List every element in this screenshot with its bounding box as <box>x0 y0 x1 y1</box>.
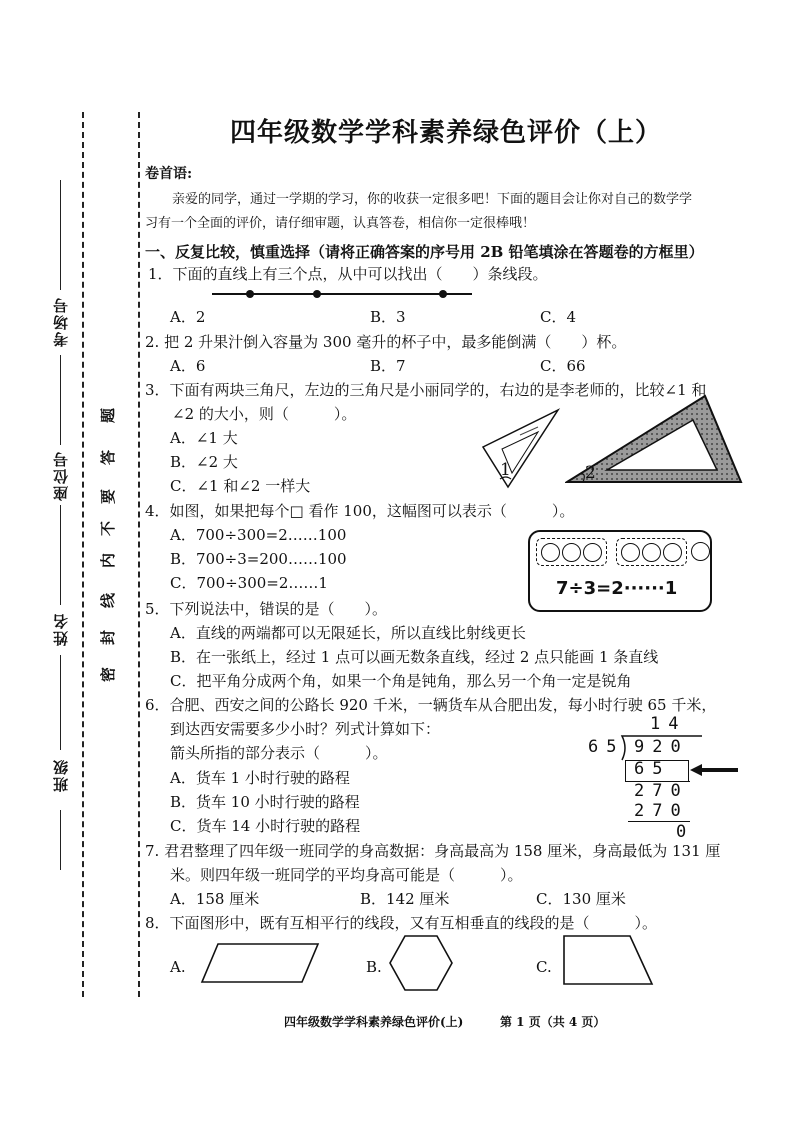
long-division-step-1: 65 <box>634 759 671 779</box>
q6-stem-line-3: 箭头所指的部分表示（ ）。 <box>170 744 388 762</box>
long-division-step-2: 270 <box>634 781 689 801</box>
set-square-small <box>478 405 563 490</box>
page-title: 四年级数学学科素养绿色评价（上） <box>230 118 663 148</box>
q8-option-a[interactable]: A. <box>170 958 186 976</box>
q8-option-b[interactable]: B. <box>366 958 382 976</box>
q8-option-c[interactable]: C. <box>536 958 552 976</box>
circle-group-2 <box>616 538 687 566</box>
q7-option-c[interactable]: C．130 厘米 <box>536 890 626 908</box>
seal-char: 答 <box>99 449 118 466</box>
seal-char: 线 <box>99 592 118 609</box>
q6-option-b[interactable]: B．货车 10 小时行驶的路程 <box>170 793 360 811</box>
class-label: 班级 <box>52 758 70 792</box>
seal-char: 题 <box>99 407 118 424</box>
circle-icon <box>621 543 640 562</box>
q3-option-c[interactable]: C．∠1 和∠2 一样大 <box>170 477 311 495</box>
circle-group-1 <box>536 538 607 566</box>
circle-icon <box>562 543 581 562</box>
seal-char: 封 <box>99 629 118 646</box>
division-diagram <box>528 530 712 612</box>
hexagon-shape[interactable] <box>388 934 454 992</box>
preface-heading: 卷首语: <box>145 166 193 182</box>
angle-1-label: 1 <box>500 460 511 480</box>
q1-option-c[interactable]: C．4 <box>540 308 577 326</box>
class-line-lower <box>60 810 61 870</box>
q4-stem: 4．如图，如果把每个□ 看作 100，这幅图可以表示（ ）。 <box>145 502 575 520</box>
q3-option-a[interactable]: A．∠1 大 <box>170 429 238 447</box>
long-division-dividend: 920 <box>634 737 689 757</box>
section-1-heading: 一、反复比较，慎重选择（请将正确答案的序号用 2B 铅笔填涂在答题卷的方框里） <box>145 243 704 261</box>
q1-stem: 1．下面的直线上有三个点，从中可以找出（ ）条线段。 <box>148 265 548 283</box>
seat-label: 座位号 <box>52 450 70 501</box>
arrow-icon <box>690 762 740 778</box>
preface-line-1: 亲爱的同学，通过一学期的学习，你的收获一定很多吧！下面的题目会让你对自己的数学学 <box>172 192 693 207</box>
preface-line-2: 习有一个全面的评价，请仔细审题，认真答卷，相信你一定很棒哦！ <box>145 216 536 231</box>
q3-stem-line-2: ∠2 的大小，则（ ）。 <box>172 405 357 423</box>
q7-option-b[interactable]: B．142 厘米 <box>360 890 450 908</box>
name-label: 姓名 <box>52 612 70 646</box>
q5-option-b[interactable]: B．在一张纸上，经过 1 点可以画无数条直线，经过 2 点只能画 1 条直线 <box>170 648 659 666</box>
parallelogram-shape[interactable] <box>200 942 322 984</box>
q3-option-b[interactable]: B．∠2 大 <box>170 453 238 471</box>
q6-option-a[interactable]: A．货车 1 小时行驶的路程 <box>170 769 350 787</box>
q4-option-b[interactable]: B．700÷3=200……100 <box>170 550 347 568</box>
seal-char: 密 <box>99 666 118 683</box>
q1-option-a[interactable]: A．2 <box>170 308 206 326</box>
circle-icon <box>541 543 560 562</box>
q7-option-a[interactable]: A．158 厘米 <box>170 890 260 908</box>
circle-icon <box>663 543 682 562</box>
long-division-divisor: 65 <box>588 737 625 757</box>
class-line <box>60 655 61 750</box>
q5-option-c[interactable]: C．把平角分成两个角，如果一个角是钝角，那么另一个角一定是锐角 <box>170 672 632 690</box>
q7-stem-line-2: 米。则四年级一班同学的平均身高可能是（ ）。 <box>170 866 523 884</box>
q7-stem-line-1: 7. 君君整理了四年级一班同学的身高数据：身高最高为 158 厘米，身高最低为 131 厘 <box>145 842 721 860</box>
seal-char: 内 <box>99 552 118 569</box>
q1-option-b[interactable]: B．3 <box>370 308 406 326</box>
remainder-circle-icon <box>691 542 710 561</box>
q1-line-figure <box>210 285 475 305</box>
q6-stem-line-1: 6．合肥、西安之间的公路长 920 千米，一辆货车从合肥出发，每小时行驶 65 千米， <box>145 696 717 714</box>
exam-room-line <box>60 180 61 290</box>
exam-room-label: 考场号 <box>52 296 70 347</box>
binding-dashed-line-outer <box>82 112 84 997</box>
angle-2-label: 2 <box>585 463 596 483</box>
q5-stem: 5．下列说法中，错误的是（ ）。 <box>145 600 388 618</box>
q2-option-a[interactable]: A．6 <box>170 357 206 375</box>
q5-option-a[interactable]: A．直线的两端都可以无限延长，所以直线比射线更长 <box>170 624 526 642</box>
q4-option-c[interactable]: C．700÷300=2……1 <box>170 574 328 592</box>
q6-option-c[interactable]: C．货车 14 小时行驶的路程 <box>170 817 361 835</box>
long-division-quotient: 14 <box>650 714 687 734</box>
q2-stem: 2. 把 2 升果汁倒入容量为 300 毫升的杯子中，最多能倒满（ ）杯。 <box>145 333 627 351</box>
circle-icon <box>642 543 661 562</box>
long-division-remainder: 0 <box>676 822 695 842</box>
q6-stem-line-2: 到达西安需要多少小时？列式计算如下： <box>170 720 441 738</box>
right-trapezoid-shape[interactable] <box>562 934 654 986</box>
division-equation: 7÷3=2······1 <box>556 578 678 599</box>
name-line <box>60 505 61 605</box>
q4-option-a[interactable]: A．700÷300=2……100 <box>170 526 347 544</box>
circle-icon <box>583 543 602 562</box>
q2-option-c[interactable]: C．66 <box>540 357 586 375</box>
q8-stem: 8．下面图形中，既有互相平行的线段，又有互相垂直的线段的是（ ）。 <box>145 914 658 932</box>
footer-page-number: 第 1 页（共 4 页） <box>500 1015 606 1029</box>
seal-char: 要 <box>99 488 118 505</box>
seat-line <box>60 355 61 445</box>
q3-stem-line-1: 3．下面有两块三角尺，左边的三角尺是小丽同学的，右边的是李老师的，比较∠1 和 <box>145 381 707 399</box>
seal-char: 不 <box>99 520 118 537</box>
footer-title: 四年级数学学科素养绿色评价(上) <box>284 1015 464 1029</box>
binding-dashed-line-inner <box>138 112 140 997</box>
q2-option-b[interactable]: B．7 <box>370 357 406 375</box>
long-division-step-3: 270 <box>634 801 689 821</box>
